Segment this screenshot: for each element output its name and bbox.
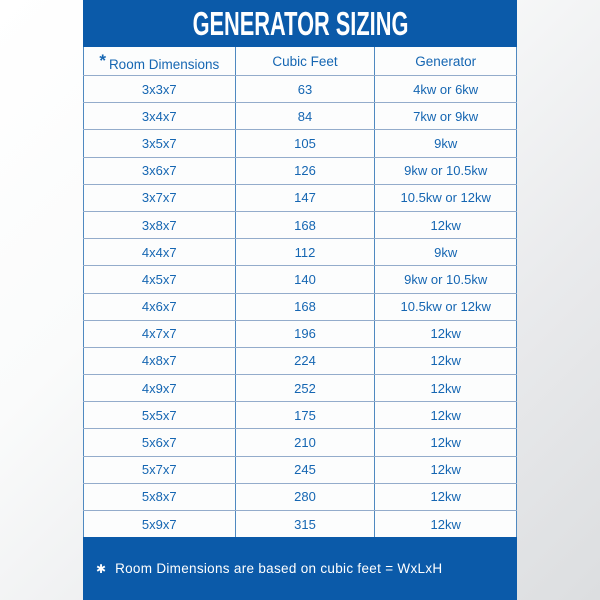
table-row	[84, 130, 517, 157]
footnote-band	[83, 537, 517, 600]
cell-room-dimensions: 5x9x7	[84, 511, 236, 538]
table-row	[84, 511, 517, 538]
table-row	[84, 402, 517, 429]
cell-generator: 12kw	[375, 483, 517, 510]
cell-generator: 10.5kw or 12kw	[375, 184, 517, 211]
table-row	[84, 184, 517, 211]
cell-generator: 12kw	[375, 456, 517, 483]
sizing-table	[83, 47, 517, 537]
cell-room-dimensions: 3x6x7	[84, 157, 236, 184]
table-row	[84, 483, 517, 510]
cell-cubic-feet: 63	[235, 76, 375, 103]
cell-generator: 12kw	[375, 211, 517, 238]
cell-cubic-feet: 105	[235, 130, 375, 157]
cell-room-dimensions: 5x7x7	[84, 456, 236, 483]
cell-generator: 4kw or 6kw	[375, 76, 517, 103]
cell-room-dimensions: 4x5x7	[84, 266, 236, 293]
cell-generator: 12kw	[375, 429, 517, 456]
table-row	[84, 211, 517, 238]
table-row	[84, 347, 517, 374]
table-row	[84, 429, 517, 456]
cell-cubic-feet: 175	[235, 402, 375, 429]
cell-generator: 12kw	[375, 320, 517, 347]
cell-room-dimensions: 5x6x7	[84, 429, 236, 456]
table-row	[84, 157, 517, 184]
cell-cubic-feet: 210	[235, 429, 375, 456]
cell-room-dimensions: 3x8x7	[84, 211, 236, 238]
cell-generator: 12kw	[375, 375, 517, 402]
cell-room-dimensions: 4x4x7	[84, 239, 236, 266]
page-title: GENERATOR SIZING	[192, 4, 408, 42]
cell-cubic-feet: 112	[235, 239, 375, 266]
asterisk-icon: *	[99, 50, 106, 70]
cell-cubic-feet: 126	[235, 157, 375, 184]
table-body	[84, 76, 517, 538]
cell-generator: 9kw or 10.5kw	[375, 266, 517, 293]
cell-cubic-feet: 140	[235, 266, 375, 293]
cell-room-dimensions: 4x9x7	[84, 375, 236, 402]
table-row	[84, 266, 517, 293]
cell-room-dimensions: 3x4x7	[84, 103, 236, 130]
cell-room-dimensions: 5x5x7	[84, 402, 236, 429]
generator-sizing-panel	[83, 0, 517, 600]
cell-cubic-feet: 252	[235, 375, 375, 402]
table-row	[84, 76, 517, 103]
cell-generator: 7kw or 9kw	[375, 103, 517, 130]
cell-cubic-feet: 168	[235, 211, 375, 238]
cell-generator: 12kw	[375, 511, 517, 538]
footnote-text: Room Dimensions are based on cubic feet = WxLxH	[115, 561, 443, 576]
column-header-cubic-feet: Cubic Feet	[235, 47, 375, 76]
cell-generator: 9kw	[375, 130, 517, 157]
cell-room-dimensions: 4x7x7	[84, 320, 236, 347]
cell-room-dimensions: 3x7x7	[84, 184, 236, 211]
cell-cubic-feet: 224	[235, 347, 375, 374]
title-band	[83, 0, 517, 47]
cell-room-dimensions: 4x8x7	[84, 347, 236, 374]
cell-generator: 9kw	[375, 239, 517, 266]
column-header-room-dimensions: * Room Dimensions	[84, 47, 236, 76]
table-row	[84, 375, 517, 402]
cell-room-dimensions: 5x8x7	[84, 483, 236, 510]
table-header	[84, 47, 517, 76]
header-row	[84, 47, 517, 76]
table-row	[84, 320, 517, 347]
cell-generator: 12kw	[375, 347, 517, 374]
cell-cubic-feet: 168	[235, 293, 375, 320]
cell-room-dimensions: 4x6x7	[84, 293, 236, 320]
cell-cubic-feet: 280	[235, 483, 375, 510]
table-row	[84, 456, 517, 483]
table-row	[84, 293, 517, 320]
cell-cubic-feet: 315	[235, 511, 375, 538]
table-row	[84, 239, 517, 266]
cell-cubic-feet: 147	[235, 184, 375, 211]
asterisk-icon: ✱	[96, 561, 107, 576]
cell-generator: 9kw or 10.5kw	[375, 157, 517, 184]
cell-cubic-feet: 84	[235, 103, 375, 130]
column-header-generator: Generator	[375, 47, 517, 76]
cell-generator: 12kw	[375, 402, 517, 429]
cell-room-dimensions: 3x3x7	[84, 76, 236, 103]
cell-generator: 10.5kw or 12kw	[375, 293, 517, 320]
table-row	[84, 103, 517, 130]
cell-room-dimensions: 3x5x7	[84, 130, 236, 157]
cell-cubic-feet: 245	[235, 456, 375, 483]
cell-cubic-feet: 196	[235, 320, 375, 347]
